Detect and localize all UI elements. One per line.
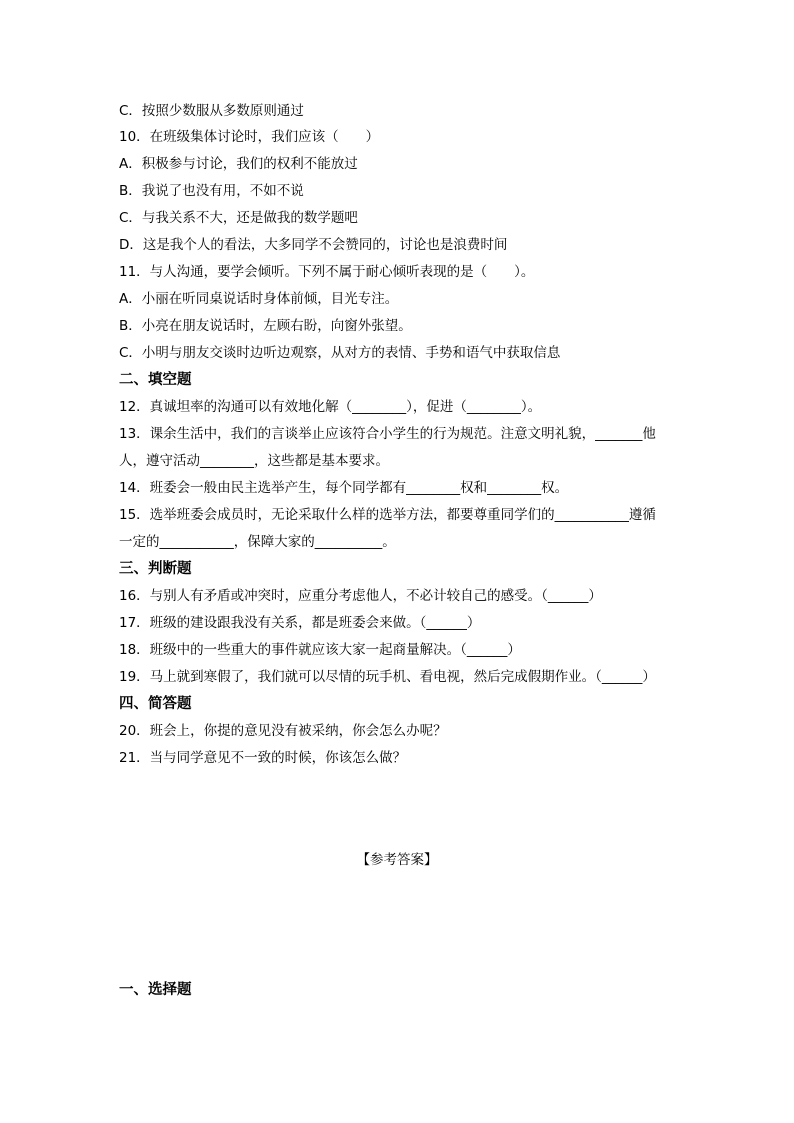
question-11: 11．与人沟通，要学会倾听。下列不属于耐心倾听表现的是（ ）。	[119, 264, 535, 280]
q9-option-c: C．按照少数服从多数原则通过	[119, 103, 304, 119]
question-18: 18．班级中的一些重大的事件就应该大家一起商量解决。（______）	[119, 642, 521, 658]
section-fill-heading: 二、填空题	[119, 372, 192, 388]
question-16: 16．与别人有矛盾或冲突时，应重分考虑他人，不必计较自己的感受。（______）	[119, 588, 602, 604]
q11-option-c: C．小明与朋友交谈时边听边观察，从对方的表情、手势和语气中获取信息	[119, 345, 561, 361]
answer-section-choice-heading: 一、选择题	[119, 982, 192, 998]
question-15-line-1: 15．选举班委会成员时，无论采取什么样的选举方法，都要尊重同学们的___________遵循	[119, 507, 656, 523]
q10-option-b: B．我说了也没有用，不如不说	[119, 183, 304, 199]
q10-option-c: C．与我关系不大，还是做我的数学题吧	[119, 210, 358, 226]
section-judge-heading: 三、判断题	[119, 561, 192, 577]
question-19: 19．马上就到寒假了，我们就可以尽情的玩手机、看电视，然后完成假期作业。（______）	[119, 669, 656, 685]
question-14: 14．班委会一般由民主选举产生，每个同学都有________权和________权。	[119, 480, 569, 496]
q11-option-a: A．小丽在听同桌说话时身体前倾，目光专注。	[119, 291, 399, 307]
question-13-line-1: 13．课余生活中，我们的言谈举止应该符合小学生的行为规范。注意文明礼貌，_______他	[119, 426, 656, 442]
question-20: 20．班会上，你提的意见没有被采纳，你会怎么办呢？	[119, 723, 447, 739]
q11-option-b: B．小亮在朋友说话时，左顾右盼，向窗外张望。	[119, 318, 412, 334]
question-21: 21．当与同学意见不一致的时候，你该怎么做？	[119, 750, 407, 766]
question-13-line-2: 人，遵守活动________，这些都是基本要求。	[119, 453, 389, 469]
question-15-line-2: 一定的___________，保障大家的__________。	[119, 534, 396, 550]
question-17: 17．班级的建设跟我没有关系，都是班委会来做。（______）	[119, 615, 481, 631]
section-short-answer-heading: 四、简答题	[119, 696, 192, 712]
question-12: 12．真诚坦率的沟通可以有效地化解（________），促进（________）。	[119, 399, 542, 415]
q10-option-a: A．积极参与讨论，我们的权利不能放过	[119, 156, 358, 172]
q10-option-d: D．这是我个人的看法，大多同学不会赞同的，讨论也是浪费时间	[119, 237, 508, 253]
answer-key-title: 【参考答案】	[356, 852, 438, 868]
question-10: 10．在班级集体讨论时，我们应该（ ）	[119, 129, 380, 145]
